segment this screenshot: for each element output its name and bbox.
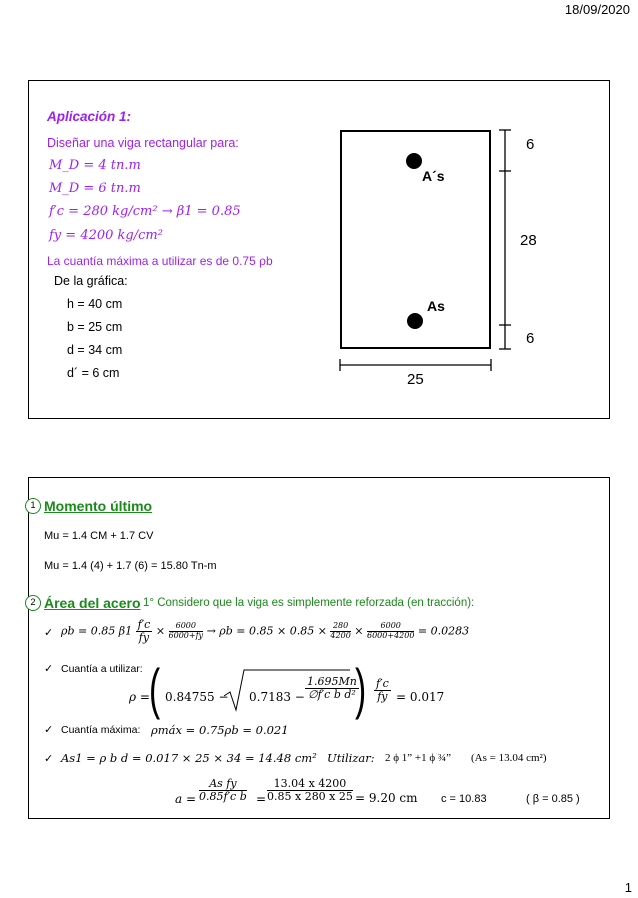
section-2-note: 1° Considero que la viga es simplemente reforzada (en tracción): bbox=[143, 597, 475, 609]
bottom-rebar-label: As bbox=[427, 298, 445, 314]
a-frac-2: $\frac{13.04 x 4200}{0.85 x 280 x 25}$ bbox=[267, 777, 353, 804]
rho-b-mid: → ρb = 0.85 × 0.85 × bbox=[206, 624, 327, 638]
page-number: 1 bbox=[624, 880, 632, 895]
right-paren: ) bbox=[355, 657, 367, 720]
intro-text: Diseñar una viga rectangular para: bbox=[47, 136, 239, 150]
rho-result: = 0.017 bbox=[396, 690, 445, 704]
a-result: = 9.20 cm bbox=[355, 791, 418, 805]
d-value: d = 34 cm bbox=[67, 343, 123, 357]
cuantia-max-expr: ρmáx = 0.75ρb = 0.021 bbox=[151, 723, 289, 737]
c-value: c = 10.83 bbox=[441, 793, 487, 805]
arrow-icon: → bbox=[161, 204, 173, 219]
de-grafica-label: De la gráfica: bbox=[54, 274, 128, 288]
rho-b-frac-3: $\frac{280}{4200}$ bbox=[330, 621, 351, 641]
rho-b-result: = 0.0283 bbox=[417, 624, 470, 638]
cuantia-text: La cuantía máxima a utilizar es de 0.75 ρb bbox=[47, 254, 273, 268]
dimension-lines bbox=[29, 81, 609, 418]
section-1-title: Momento último bbox=[44, 498, 153, 514]
check-icon: ✓ bbox=[44, 663, 54, 675]
rho-b-frac-2: $\frac{6000}{6000+fy}$ bbox=[168, 621, 204, 641]
rho-b-frac-1: $\frac{f'c}{fy}$ bbox=[137, 618, 151, 645]
cuantia-utilizar-label: Cuantía a utilizar: bbox=[61, 663, 143, 675]
slide-solution bbox=[28, 477, 610, 819]
as1-expr: As1 = ρ b d = 0.017 × 25 × 34 = 14.48 cm² bbox=[61, 751, 317, 765]
section-2-number: 2 bbox=[25, 595, 41, 611]
rho-inner-frac: $\frac{1.695Mn}{\text{∅f′c b d²}}$ bbox=[307, 675, 357, 702]
dim-top: 6 bbox=[526, 136, 535, 153]
d-prime-value: d´ = 6 cm bbox=[67, 366, 120, 380]
fc-value: f′c = 280 kg/cm² bbox=[49, 204, 158, 219]
dim-middle: 28 bbox=[520, 232, 537, 249]
utilizar-value: 2 ϕ 1” +1 ϕ ¾” bbox=[385, 752, 452, 764]
left-paren: ( bbox=[149, 657, 161, 720]
rho-frac: $\frac{f'c}{fy}$ bbox=[376, 677, 389, 704]
rho-const-1: 0.84755 − bbox=[165, 690, 229, 704]
utilizar-label: Utilizar: bbox=[327, 751, 375, 765]
application-title: Aplicación 1: bbox=[47, 109, 132, 124]
dim-bottom: 6 bbox=[526, 330, 535, 347]
dim-width: 25 bbox=[407, 371, 424, 388]
mu-value: Mu = 1.4 (4) + 1.7 (6) = 15.80 Tn-m bbox=[44, 560, 217, 572]
date-label: 18/09/2020 bbox=[564, 2, 630, 17]
check-icon: ✓ bbox=[44, 753, 54, 765]
beta-value: ( β = 0.85 ) bbox=[526, 793, 580, 805]
md-line-2: M_D = 6 tn.m bbox=[49, 181, 141, 196]
a-frac-1: $\frac{\text{As fy}}{\text{0.85f′c b}}$ bbox=[199, 777, 247, 804]
a-lhs: a = bbox=[175, 792, 197, 806]
rho-b-lhs: ρb = 0.85 β1 bbox=[61, 624, 133, 638]
cuantia-max-label: Cuantía máxima: bbox=[61, 724, 141, 736]
section-2-title: Área del acero bbox=[44, 595, 141, 611]
fy-line: fy = 4200 kg/cm² bbox=[49, 228, 163, 243]
a-equals: = bbox=[256, 792, 267, 806]
mu-definition: Mu = 1.4 CM + 1.7 CV bbox=[44, 530, 154, 542]
rho-lhs: ρ = bbox=[129, 690, 150, 704]
slide-application bbox=[28, 80, 610, 419]
rho-b-frac-4: $\frac{6000}{6000+4200}$ bbox=[367, 621, 415, 641]
as-note: (As = 13.04 cm²) bbox=[471, 752, 547, 764]
md-line-1: M_D = 4 tn.m bbox=[49, 158, 141, 173]
h-value: h = 40 cm bbox=[67, 297, 123, 311]
section-1-number: 1 bbox=[25, 498, 41, 514]
check-icon: ✓ bbox=[44, 724, 54, 736]
top-rebar-label: A´s bbox=[422, 168, 445, 184]
rho-b-equation: ρb = 0.85 β1 $\frac{f'c}{fy}$ × $\frac{6000}{6000+fy}$ → ρb = 0.85 × 0.85 × $\frac{280}{4200}$ × $\frac{6000}{6000+4200}$ = 0.0283 bbox=[61, 618, 470, 645]
beta-value: β1 = 0.85 bbox=[176, 204, 241, 219]
check-icon: ✓ bbox=[44, 627, 54, 639]
b-value: b = 25 cm bbox=[67, 320, 123, 334]
rho-const-2: 0.7183 − bbox=[249, 690, 305, 704]
